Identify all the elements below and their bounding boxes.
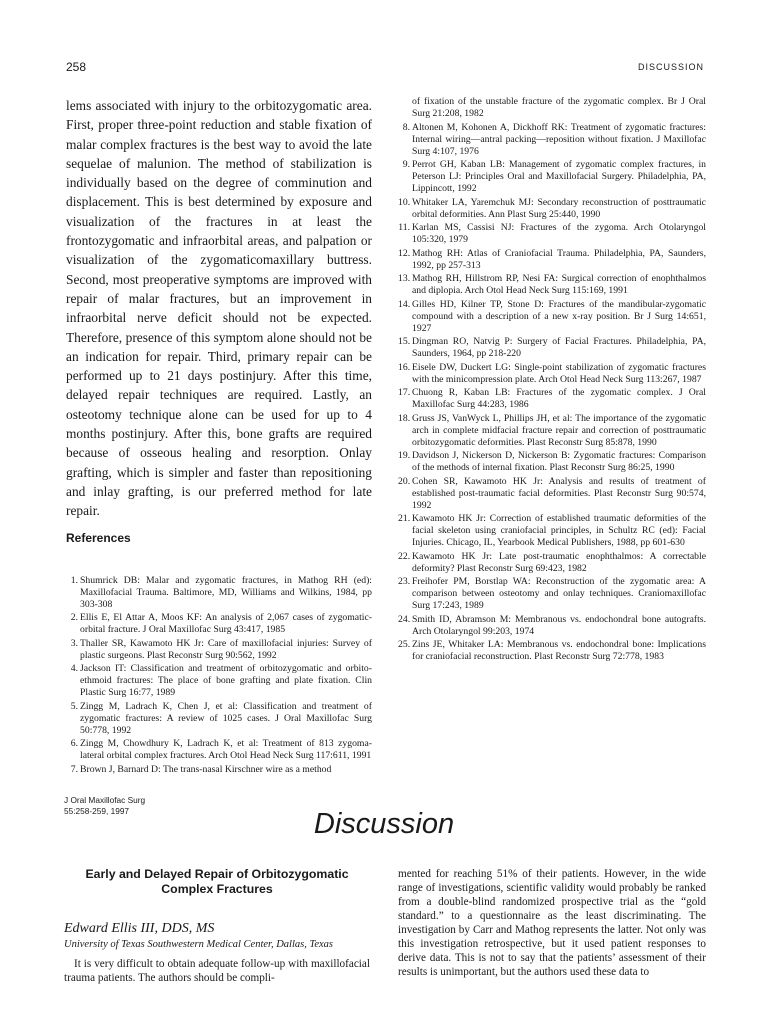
reference-number: 21.	[398, 513, 411, 524]
article-body-right: mented for reaching 51% of their patients. However, in the wide range of investigations, scientific validity would probably be ranked from a double-blind randomized prospective trial as the “gold standard.” to a questionnaire as the least discriminating. The investigation by Carr and Mathog represents the latter. Not only was this investigation retrospective, but it used patient responses to derive data. This is not to say that the patients’ assessment of their results is unimportant, but the authors used these data to	[398, 868, 706, 978]
reference-text: Kawamoto HK Jr: Late post-traumatic enophthalmos: A correctable deformity? Plast Reconstr Surg 69:423, 1982	[412, 550, 706, 574]
article-author: Edward Ellis III, DDS, MS	[64, 921, 215, 936]
reference-text: Ellis E, El Attar A, Moos KF: An analysis of 2,067 cases of zygomatic-orbital fracture. J Oral Maxillofac Surg 43:417, 1985	[80, 612, 372, 636]
reference-text: Karlan MS, Cassisi NJ: Fractures of the zygoma. Arch Otolaryngol 105:320, 1979	[412, 222, 706, 245]
reference-item	[398, 476, 706, 512]
right-column	[398, 96, 706, 665]
reference-text: Cohen SR, Kawamoto HK Jr: Analysis and results of treatment of established post-traumatic facial deformities. Plast Reconstr Surg 90:574, 1992	[412, 475, 706, 511]
reference-text: Whitaker LA, Yaremchuk MJ: Secondary reconstruction of posttraumatic orbital deformities. Ann Plast Surg 25:440, 1990	[412, 196, 706, 220]
reference-item	[398, 639, 706, 663]
reference-item	[66, 738, 372, 762]
reference-text: of fixation of the unstable fracture of the zygomatic complex. Br J Oral Surg 21:208, 1982	[412, 96, 706, 119]
reference-number: 3.	[70, 637, 78, 649]
reference-list-left	[66, 575, 372, 776]
reference-text: Altonen M, Kohonen A, Dickhoff RK: Treatment of zygomatic fractures: Internal wiring—antral packing—reposition without fixation. J Maxillofac Surg 4:107, 1976	[412, 121, 706, 157]
reference-text: Gilles HD, Kilner TP, Stone D: Fractures of the mandibular-zygomatic compound with a description of a new x-ray position. Br J Surg 14:651, 1927	[412, 298, 706, 334]
article-body-left: It is very difficult to obtain adequate follow-up with maxillofacial trauma patients. The authors should be compli-	[64, 958, 370, 984]
reference-item	[398, 362, 706, 386]
reference-number: 1.	[70, 574, 78, 586]
citation-volume: 55:258-259, 1997	[64, 806, 130, 816]
article-right-column	[398, 867, 706, 979]
reference-number: 17.	[398, 387, 411, 398]
article-left-column	[64, 867, 370, 985]
reference-item	[398, 387, 706, 411]
reference-item	[398, 450, 706, 474]
reference-text: Dingman RO, Natvig P: Surgery of Facial Fractures. Philadelphia, PA, Saunders, 1964, pp 218-220	[412, 336, 706, 359]
running-head: DISCUSSION	[637, 62, 704, 72]
reference-item	[398, 513, 706, 549]
reference-list-right	[398, 96, 706, 663]
reference-text: Zins JE, Whitaker LA: Membranous vs. endochondral bone: Implications for craniofacial reconstruction. Plast Reconstr Surg 72:778, 1983	[412, 639, 706, 662]
reference-item	[66, 575, 372, 611]
page-number: 258	[66, 60, 87, 74]
body-paragraph: lems associated with injury to the orbitozygomatic area. First, proper three-point reduction and stable fixation of malar complex fractures is the best way to avoid the late sequelae of malunion. The method of stabilization is individually based on the degree of comminution and displacement. This is best determined by exposure and visualization of the fractures in at least the frontozygomatic and infraorbital areas, and palpation or visualization of the zygomaticomaxillary buttress. Second, most preoperative symptoms are improved with repair of malar fractures, but an improvement in infraorbital nerve deficit should not be expected. Therefore, presence of this symptom alone should not be an indication for repair. Third, primary repair can be performed up to 21 days postinjury. After this time, delayed repair techniques are required. Lastly, an osteotomy technique alone can be used for up to 4 months postinjury. After this, bone grafts are required because of osseous healing and resorption. Onlay grafting, which is simpler and faster than repositioning and inlay grafting, is our preferred method for late repair.	[66, 98, 372, 519]
reference-number: 5.	[70, 700, 78, 712]
reference-text: Smith ID, Abramson M: Membranous vs. endochondral bone autografts. Arch Otolaryngol 99:203, 1974	[412, 613, 706, 637]
references-heading: References	[66, 530, 131, 545]
reference-number: 6.	[70, 738, 78, 750]
reference-text: Shumrick DB: Malar and zygomatic fractures, in Mathog RH (ed): Maxillofacial Trauma. Baltimore, MD, Williams and Wilkins, 1984, pp 303-308	[80, 574, 372, 610]
article-title: Early and Delayed Repair of Orbitozygomatic Complex Fractures	[85, 867, 349, 896]
reference-item	[66, 612, 372, 636]
reference-text: Brown J, Barnard D: The trans-nasal Kirschner wire as a method	[80, 763, 332, 775]
reference-item	[66, 638, 372, 662]
reference-item	[66, 663, 372, 699]
reference-number: 19.	[398, 450, 411, 461]
reference-text: Perrot GH, Kaban LB: Management of zygomatic complex fractures, in Peterson LJ: Principles Oral and Maxillofacial Surgery. Philadelphia, PA, Lippincott, 1992	[412, 159, 706, 194]
reference-text: Davidson J, Nickerson D, Nickerson B: Zygomatic fractures: Comparison of the methods of internal fixation. Plast Reconstr Surg 86:25, 1990	[412, 450, 706, 473]
reference-number: 14.	[398, 298, 411, 310]
reference-number: 25.	[398, 639, 411, 650]
reference-number: 4.	[70, 663, 78, 675]
citation-journal: J Oral Maxillofac Surg	[64, 795, 146, 805]
reference-text: Gruss JS, VanWyck L, Phillips JH, et al: The importance of the zygomatic arch in complete midfacial fracture repair and correction of posttraumatic orbitozygomatic deformities. Plast Reconstr Surg 85:878, 1990	[412, 412, 706, 448]
reference-item	[398, 248, 706, 272]
reference-number: 22.	[398, 550, 411, 562]
reference-number: 9.	[402, 159, 410, 170]
reference-text: Thaller SR, Kawamoto HK Jr: Care of maxillofacial injuries: Survey of plastic surgeons. Plast Reconstr Surg 90:562, 1992	[80, 637, 372, 661]
reference-number: 8.	[402, 121, 410, 133]
reference-item	[398, 614, 706, 638]
reference-number: 7.	[70, 763, 78, 775]
reference-number: 11.	[398, 222, 410, 233]
article-affiliation: University of Texas Southwestern Medical Center, Dallas, Texas	[64, 939, 333, 950]
reference-item	[66, 764, 372, 776]
reference-number: 20.	[398, 475, 411, 487]
reference-text: Jackson IT: Classification and treatment of orbitozygomatic and orbito-ethmoid fractures: The place of bone grafting and plate fixation. Clin Plastic Surg 16:77, 1989	[80, 663, 372, 699]
reference-number: 16.	[398, 361, 411, 373]
reference-text: Zingg M, Chowdhury K, Ladrach K, et al: Treatment of 813 zygoma-lateral orbital complex fractures. Arch Otol Head Neck Surg 117:611, 1991	[80, 738, 372, 762]
reference-text: Chuong R, Kaban LB: Fractures of the zygomatic complex. J Oral Maxillofac Surg 44:283, 1986	[412, 387, 706, 410]
reference-item	[398, 122, 706, 158]
reference-item	[398, 96, 706, 120]
reference-item	[398, 197, 706, 221]
reference-text: Mathog RH: Atlas of Craniofacial Trauma. Philadelphia, PA, Saunders, 1992, pp 257-313	[412, 247, 706, 271]
reference-number: 24.	[398, 613, 411, 625]
reference-item	[66, 701, 372, 737]
reference-item	[398, 222, 706, 246]
reference-item	[398, 576, 706, 612]
reference-text: Freihofer PM, Borstlap WA: Reconstruction of the zygomatic area: A comparison between osteotomy and onlay techniques. Craniomaxillofac Surg 17:243, 1989	[412, 576, 706, 611]
discussion-title: Discussion	[313, 808, 455, 840]
reference-number: 23.	[398, 576, 411, 587]
reference-number: 13.	[398, 273, 411, 284]
reference-text: Kawamoto HK Jr: Correction of established traumatic deformities of the facial skeleton using craniofacial principles, in Schultz RC (ed): Facial Injuries. Chicago, IL, Yearbook Medical Publishers, 1988, pp 601-630	[412, 513, 706, 548]
reference-item	[398, 336, 706, 360]
reference-number: 12.	[398, 247, 411, 259]
reference-number: 2.	[70, 612, 78, 624]
reference-item	[398, 413, 706, 449]
reference-item	[398, 159, 706, 195]
reference-item	[398, 299, 706, 335]
reference-text: Eisele DW, Duckert LG: Single-point stabilization of zygomatic fractures with the minicompression plate. Arch Otol Head Neck Surg 113:267, 1987	[412, 361, 706, 385]
reference-text: Zingg M, Ladrach K, Chen J, et al: Classification and treatment of zygomatic fractures: A review of 1025 cases. J Oral Maxillofac Surg 50:778, 1992	[80, 700, 372, 736]
reference-text: Mathog RH, Hillstrom RP, Nesi FA: Surgical correction of enophthalmos and diplopia. Arch Otol Head Neck Surg 115:169, 1991	[412, 273, 706, 296]
reference-number: 15.	[398, 336, 411, 347]
reference-number: 10.	[398, 196, 411, 208]
left-column	[66, 96, 372, 777]
reference-item	[398, 273, 706, 297]
reference-number: 18.	[398, 412, 411, 424]
reference-item	[398, 551, 706, 575]
